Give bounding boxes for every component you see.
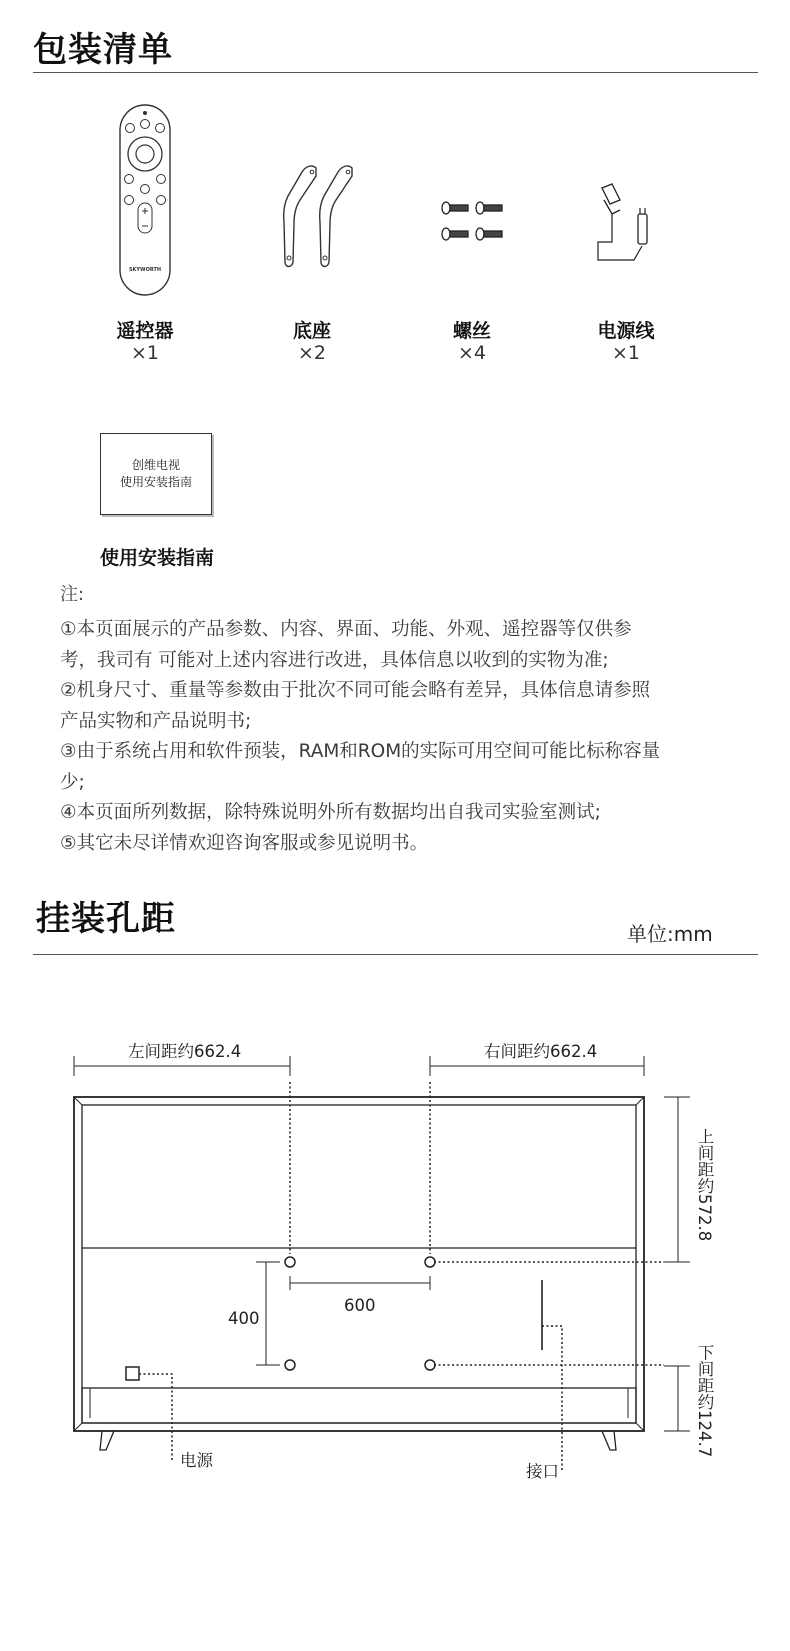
notes-block bbox=[60, 615, 750, 859]
item-name-manual: 使用安装指南 bbox=[100, 547, 215, 569]
top-distance-label: 上间距约572.8 bbox=[695, 1128, 714, 1242]
power-socket-icon bbox=[126, 1367, 139, 1380]
mount-hole-top-right bbox=[425, 1257, 435, 1267]
packing-list-title: 包装清单 bbox=[33, 30, 173, 70]
packing-title-divider bbox=[33, 72, 758, 73]
note-line: ③由于系统占用和软件预装，RAM和ROM的实际可用空间可能比标称容量 bbox=[60, 741, 661, 762]
item-qty-stand: ×2 bbox=[297, 342, 326, 364]
manual-cover-line2: 使用安装指南 bbox=[119, 475, 192, 489]
mounting-title: 挂装孔距 bbox=[36, 899, 176, 939]
item-name-remote: 遥控器 bbox=[116, 320, 174, 342]
manual-booklet-icon bbox=[100, 433, 212, 515]
unit-label: 单位:mm bbox=[627, 922, 713, 946]
tv-mounting-diagram bbox=[0, 1030, 790, 1510]
right-distance-label: 右间距约662.4 bbox=[484, 1042, 598, 1061]
note-line: 产品实物和产品说明书; bbox=[60, 710, 252, 732]
item-name-power-cord: 电源线 bbox=[597, 320, 655, 342]
mount-hole-top-left bbox=[285, 1257, 295, 1267]
mount-hole-bottom-left bbox=[285, 1360, 295, 1370]
note-line: ②机身尺寸、重量等参数由于批次不同可能会略有差异，具体信息请参照 bbox=[60, 680, 651, 701]
bottom-distance-label: 下间距约124.7 bbox=[695, 1344, 714, 1458]
item-qty-screws: ×4 bbox=[457, 342, 486, 364]
left-distance-label: 左间距约662.4 bbox=[128, 1042, 242, 1061]
manual-cover-line1: 创维电视 bbox=[131, 458, 180, 472]
hole-horizontal-spacing: 600 bbox=[344, 1296, 376, 1315]
mounting-title-divider bbox=[33, 954, 758, 955]
item-name-screws: 螺丝 bbox=[452, 320, 491, 342]
note-line: 少; bbox=[60, 771, 85, 793]
mount-hole-bottom-right bbox=[425, 1360, 435, 1370]
note-line: ④本页面所列数据，除特殊说明外所有数据均出自我司实验室测试; bbox=[60, 802, 601, 823]
screws-icon bbox=[438, 196, 510, 248]
hole-vertical-spacing: 400 bbox=[228, 1309, 260, 1328]
power-cord-icon bbox=[590, 180, 660, 270]
item-qty-remote: ×1 bbox=[130, 342, 159, 364]
item-name-stand: 底座 bbox=[292, 320, 331, 342]
stand-legs-icon bbox=[272, 160, 362, 272]
port-label: 接口 bbox=[526, 1462, 559, 1481]
item-qty-power-cord: ×1 bbox=[611, 342, 640, 364]
note-line: ⑤其它未尽详情欢迎咨询客服或参见说明书。 bbox=[60, 832, 429, 854]
svg-text:SKYWORTH: SKYWORTH bbox=[128, 267, 162, 273]
note-line: 考，我司有 可能对上述内容进行改进，具体信息以收到的实物为准; bbox=[60, 649, 609, 671]
power-label: 电源 bbox=[180, 1451, 213, 1470]
remote-control-icon bbox=[112, 103, 178, 299]
notes-heading: 注: bbox=[60, 584, 85, 605]
note-line: ①本页面展示的产品参数、内容、界面、功能、外观、遥控器等仅供参 bbox=[60, 619, 632, 640]
